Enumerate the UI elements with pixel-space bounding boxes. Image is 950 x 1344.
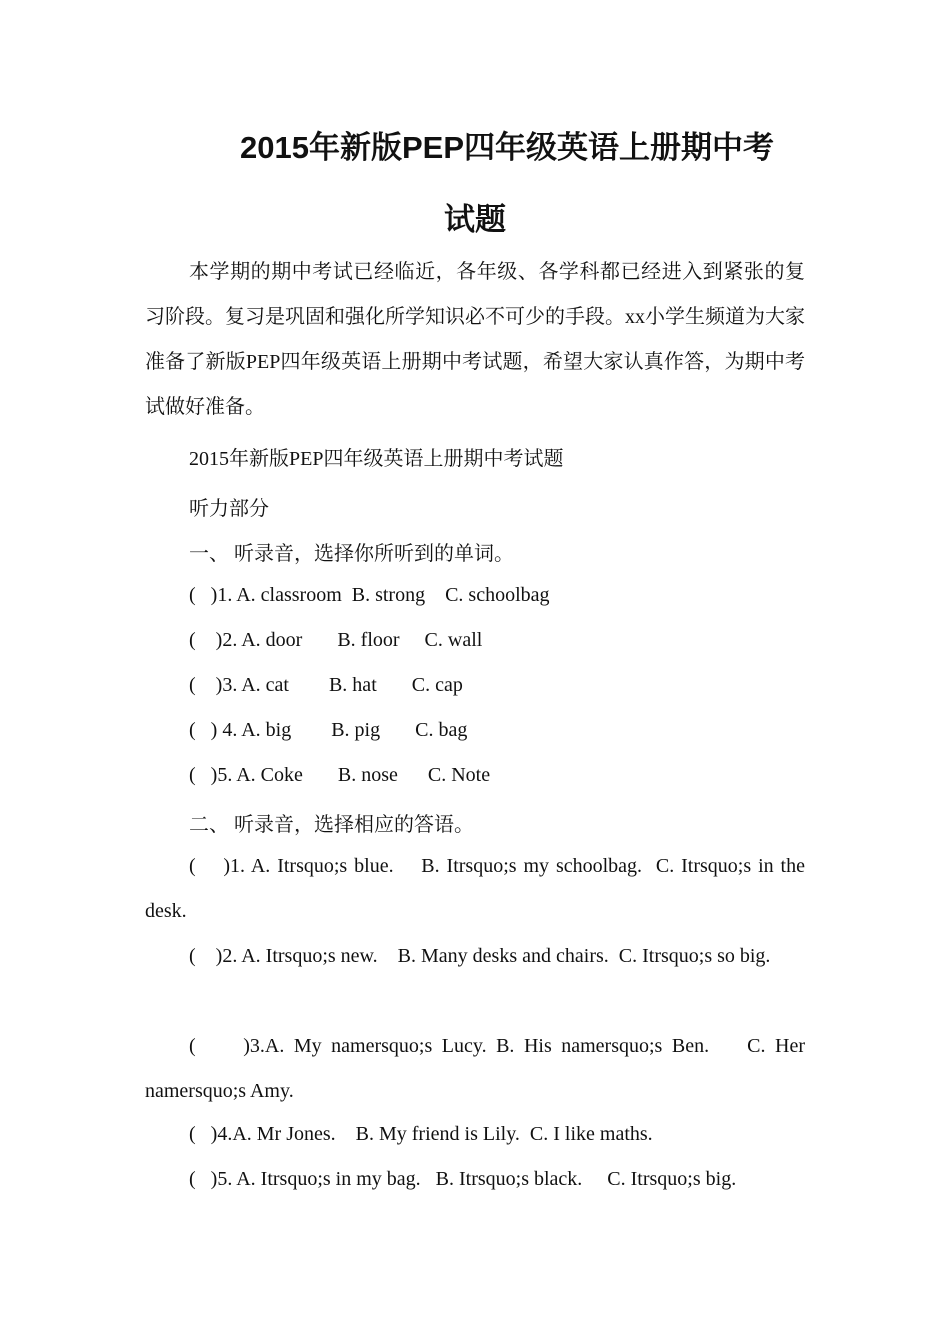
section1-item-2: ( )2. A. door B. floor C. wall [189, 629, 483, 651]
section1-item-3: ( )3. A. cat B. hat C. cap [189, 674, 463, 696]
section1-heading: 一、 听录音，选择你所听到的单词。 [189, 543, 514, 565]
section1-item-4: ( ) 4. A. big B. pig C. bag [189, 719, 468, 741]
listening-heading: 听力部分 [189, 498, 269, 520]
section2-item-3: ( )3.A. My namersquo;s Lucy. B. His namersquo;s Ben. C. Her namersquo;s Amy. [145, 1035, 810, 1102]
document-title-line1: 2015年新版PEP四年级英语上册期中考 [240, 130, 774, 165]
section2-item-2: ( )2. A. Itrsquo;s new. B. Many desks and chairs. C. Itrsquo;s so big. [189, 945, 771, 967]
section1-item-5: ( )5. A. Coke B. nose C. Note [189, 764, 491, 786]
subtitle: 2015年新版PEP四年级英语上册期中考试题 [189, 448, 564, 470]
section1-item-1: ( )1. A. classroom B. strong C. schoolbag [189, 584, 550, 606]
section2-item-1: ( )1. A. Itrsquo;s blue. B. Itrsquo;s my schoolbag. C. Itrsquo;s in the desk. [145, 855, 810, 922]
section2-item-5: ( )5. A. Itrsquo;s in my bag. B. Itrsquo;s black. C. Itrsquo;s big. [189, 1168, 737, 1190]
section2-item-4: ( )4.A. Mr Jones. B. My friend is Lily. C. I like maths. [189, 1123, 653, 1145]
intro-paragraph: 本学期的期中考试已经临近，各年级、各学科都已经进入到紧张的复习阶段。复习是巩固和强化所学知识必不可少的手段。xx小学生频道为大家准备了新版PEP四年级英语上册期中考试题，希望大家认真作答，为期中考试做好准备。 [145, 261, 805, 418]
document-title-line2: 试题 [444, 202, 506, 237]
section2-heading: 二、 听录音，选择相应的答语。 [189, 814, 474, 836]
